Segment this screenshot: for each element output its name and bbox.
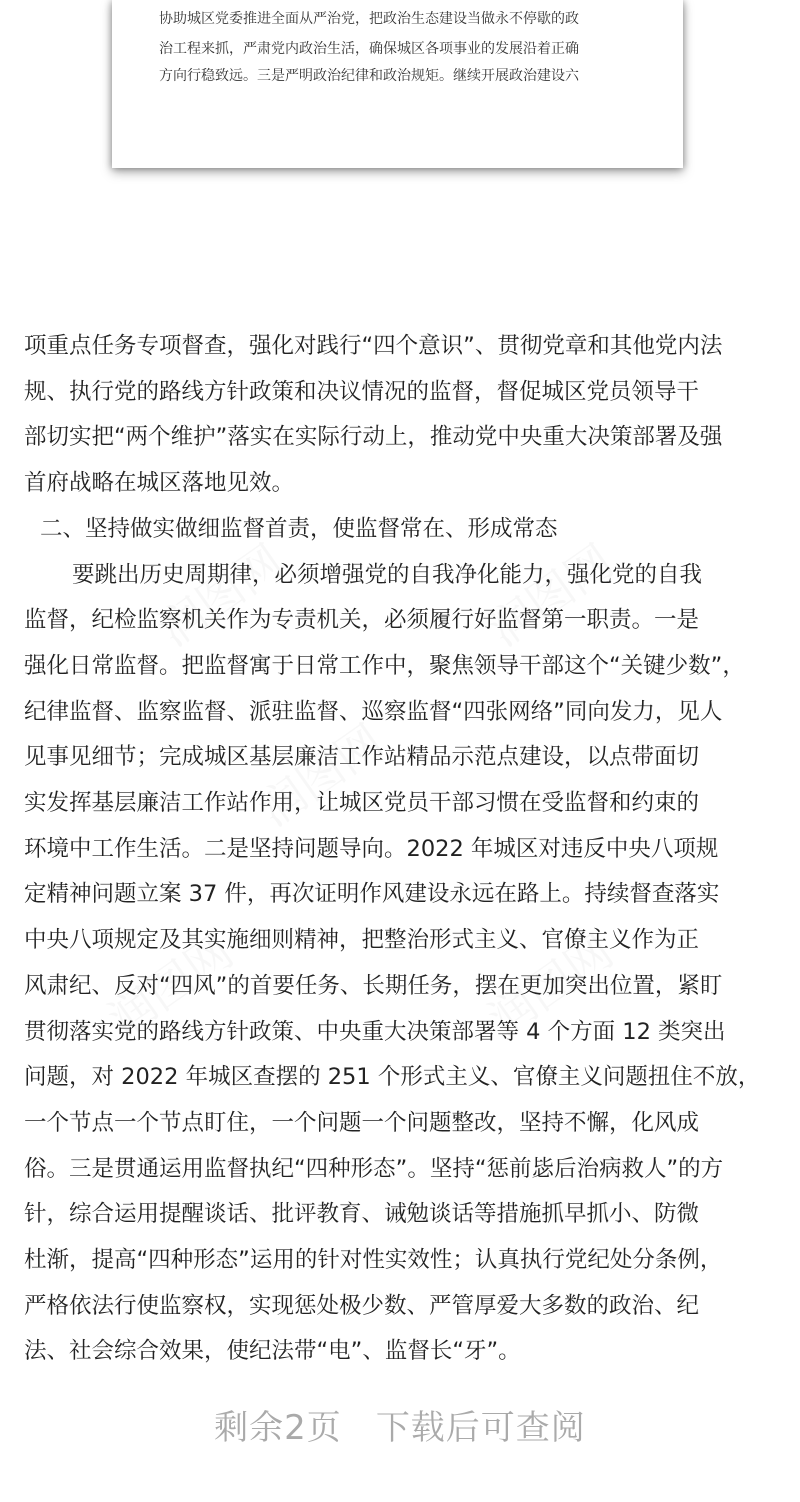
body-line: 规、执行党的路线方针政策和决议情况的监督，督促城区党员领导干 xyxy=(24,378,700,405)
body-line: 俗。三是贯通运用监督执纪“四种形态”。坚持“惩前毖后治病救人”的方 xyxy=(24,1155,724,1182)
document-body xyxy=(24,324,784,1375)
watermark: 润图网 xyxy=(478,923,623,1048)
body-line: 环境中工作生活。二是坚持问题导向。2022 年城区对违反中央八项规 xyxy=(24,835,719,862)
body-line: 部切实把“两个维护”落实在实际行动上，推动党中央重大决策部署及强 xyxy=(24,424,723,451)
download-prompt[interactable] xyxy=(0,1400,800,1449)
body-line: 要跳出历史周期律，必须增强党的自我净化能力，强化党的自我 xyxy=(72,561,703,588)
watermark: 润图网 xyxy=(148,533,293,658)
body-line: 监督，纪检监察机关作为专责机关，必须履行好监督第一职责。一是 xyxy=(24,607,700,634)
body-line: 实发挥基层廉洁工作站作用，让城区党员干部习惯在受监督和约束的 xyxy=(24,790,700,817)
watermark: 润图网 xyxy=(98,923,243,1048)
body-line: 严格依法行使监察权，实现惩处极少数、严管厚爱大多数的政治、纪 xyxy=(24,1292,700,1319)
body-line: 项重点任务专项督查，强化对践行“四个意识”、贯彻党章和其他党内法 xyxy=(24,333,723,359)
body-line: 问题，对 2022 年城区查摆的 251 个形式主义、官僚主义问题扭住不放， xyxy=(24,1064,761,1091)
section-heading: 二、坚持做实做细监督首责，使监督常在、形成常态 xyxy=(40,515,558,542)
body-line: 贯彻落实党的路线方针政策、中央重大决策部署等 4 个方面 12 类突出 xyxy=(24,1018,726,1045)
download-to-view-label: 下载后可查阅 xyxy=(375,1408,586,1448)
body-line: 中央八项规定及其实施细则精神，把整治形式主义、官僚主义作为正 xyxy=(24,927,700,954)
body-line: 杜渐，提高“四种形态”运用的针对性实效性；认真执行党纪处分条例， xyxy=(24,1247,723,1274)
watermark: 润图网 xyxy=(248,713,393,838)
preview-line: 方向行稳致远。三是严明政治纪律和政治规矩。继续开展政治建设六 xyxy=(159,68,579,84)
body-line: 一个节点一个节点盯住，一个问题一个问题整改，坚持不懈，化风成 xyxy=(24,1109,700,1136)
preview-line: 协助城区党委推进全面从严治党，把政治生态建设当做永不停歇的政 xyxy=(159,11,579,27)
body-line: 针，综合运用提醒谈话、批评教育、诫勉谈话等措施抓早抓小、防微 xyxy=(24,1201,700,1228)
body-line: 纪律监督、监察监督、派驻监督、巡察监督“四张网络”同向发力，见人 xyxy=(24,698,723,725)
body-line: 风肃纪、反对“四风”的首要任务、长期任务，摆在更加突出位置，紧盯 xyxy=(24,972,723,999)
body-line: 定精神问题立案 37 件，再次证明作风建设永远在路上。持续督查落实 xyxy=(24,881,720,908)
watermark: 润图网 xyxy=(478,533,623,658)
remaining-pages-label: 剩余2页 xyxy=(214,1408,342,1448)
body-line: 法、社会综合效果，使纪法带“电”、监督长“牙”。 xyxy=(24,1338,521,1365)
preview-line: 治工程来抓，严肃党内政治生活，确保城区各项事业的发展沿着正确 xyxy=(159,41,579,57)
body-line: 首府战略在城区落地见效。 xyxy=(24,470,295,497)
body-line: 见事见细节；完成城区基层廉洁工作站精品示范点建设，以点带面切 xyxy=(24,744,700,771)
body-line: 强化日常监督。把监督寓于日常工作中，聚焦领导干部这个“关键少数”， xyxy=(24,652,745,679)
preview-page-card xyxy=(112,0,683,168)
